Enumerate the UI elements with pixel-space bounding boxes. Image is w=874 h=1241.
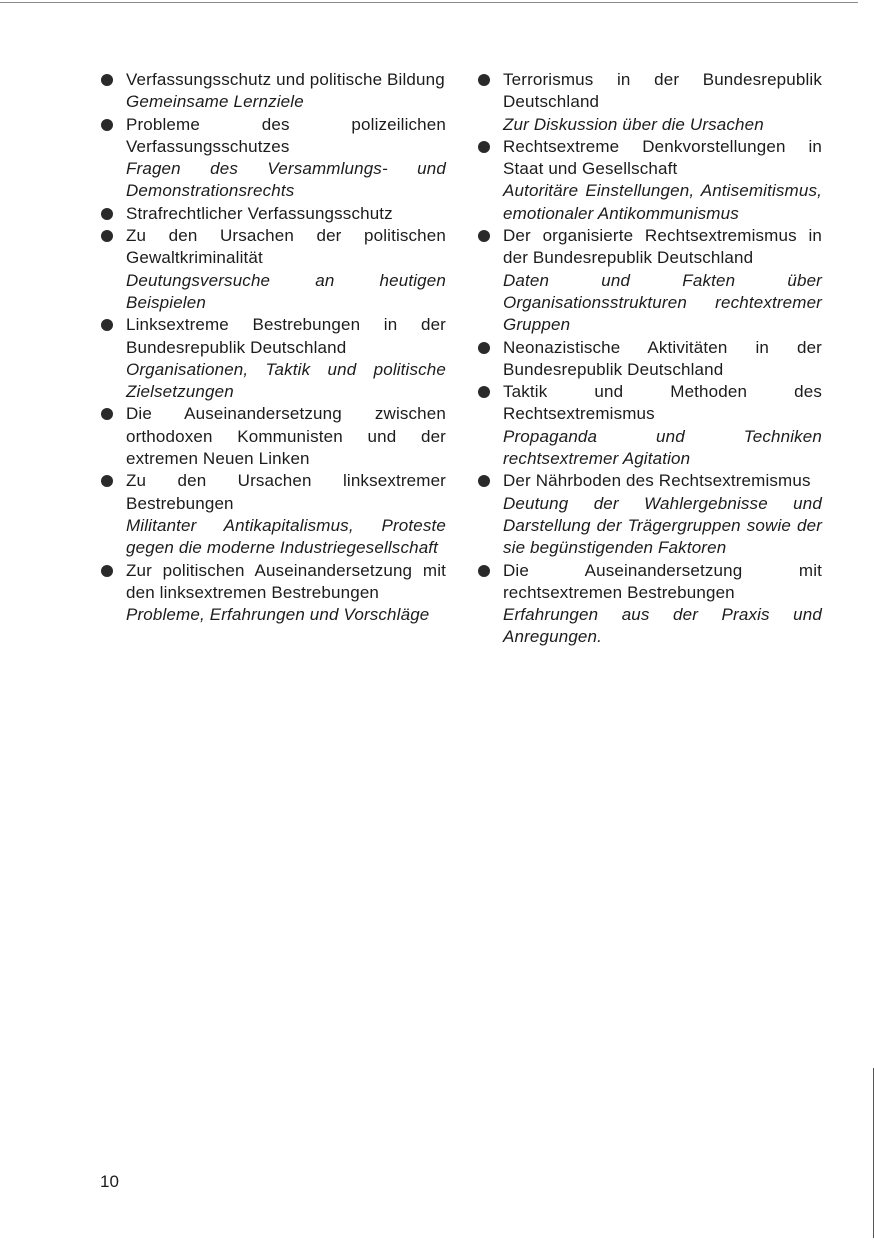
bullet-icon [101,319,113,331]
bullet-icon [478,74,490,86]
item-title: Taktik und Methoden des Rechtsextremismus [503,382,822,424]
bullet-icon [478,342,490,354]
bullet-icon [478,386,490,398]
item-title: Die Auseinandersetzung zwischen orthodoxen Kommunisten und der extremen Neuen Linken [126,404,446,469]
item-title: Terrorismus in der Bundesrepublik Deutschland [503,70,822,112]
item-title: Der organisierte Rechtsextremismus in der Bundesrepublik Deutschland [503,226,822,268]
list-item [100,403,446,470]
bullet-icon [101,408,113,420]
list-item [477,337,822,382]
top-border-line [0,2,858,3]
item-title: Probleme des polizeilichen Verfassungsschutzes [126,114,446,156]
list-item [477,136,822,225]
bullet-icon [101,230,113,242]
list-item [100,114,446,203]
item-title: Der Nährboden des Rechtsextremismus [503,471,811,491]
list-item [477,381,822,470]
bullet-icon [101,208,113,220]
item-title: Neonazistische Aktivitäten in der Bundesrepublik Deutschland [503,337,822,379]
item-title: Zur politischen Auseinandersetzung mit den linksextremen Bestrebungen [126,560,446,602]
right-column [477,69,822,649]
bullet-icon [478,141,490,153]
list-item [477,560,822,649]
item-subtitle: Gemeinsame Lernziele [126,92,304,112]
item-subtitle: Probleme, Erfahrungen und Vorschläge [126,605,430,625]
item-subtitle: Autoritäre Einstellungen, Antisemitismus, emotionaler Antikommunismus [503,181,822,223]
item-subtitle: Militanter Antikapitalismus, Proteste gegen die moderne Industriegesellschaft [126,515,446,558]
item-subtitle: Erfahrungen aus der Praxis und Anregungen. [503,605,822,647]
item-title: Zu den Ursachen der politischen Gewaltkriminalität [126,226,446,268]
item-subtitle: Organisationen, Taktik und politische Zielsetzungen [126,359,446,402]
list-item [100,69,446,114]
list-item [100,225,446,314]
list-item [100,314,446,403]
item-subtitle: Zur Diskussion über die Ursachen [503,114,764,134]
page-number: 10 [100,1172,119,1191]
item-subtitle: Propaganda und Techniken rechtsextremer Agitation [503,426,822,469]
item-title: Strafrechtlicher Verfassungsschutz [126,203,393,223]
item-title: Rechtsextreme Denkvorstellungen in Staat und Gesellschaft [503,136,822,179]
item-title: Verfassungsschutz und politische Bildung [126,70,445,89]
list-item [477,69,822,136]
list-item [477,225,822,336]
bullet-icon [101,74,113,86]
list-item [100,470,446,559]
item-title: Linksextreme Bestrebungen in der Bundesrepublik Deutschland [126,315,446,357]
bullet-icon [478,230,490,242]
item-subtitle: Deutungsversuche an heutigen Beispielen [126,270,446,312]
item-subtitle: Fragen des Versammlungs- und Demonstrationsrechts [126,159,446,201]
list-item [477,470,822,559]
bullet-icon [101,565,113,577]
item-title: Die Auseinandersetzung mit rechtsextremen Bestrebungen [503,560,822,602]
left-column [100,69,446,626]
bullet-icon [478,475,490,487]
list-item [100,560,446,627]
item-title: Zu den Ursachen linksextremer Bestrebungen [126,471,446,513]
list-item [100,203,446,225]
item-subtitle: Daten und Fakten über Organisationsstrukturen rechtextremer Gruppen [503,270,822,335]
bullet-icon [478,565,490,577]
bullet-icon [101,119,113,131]
item-subtitle: Deutung der Wahlergebnisse und Darstellung der Trägergruppen sowie der sie begünstigenden Faktoren [503,493,822,558]
bullet-icon [101,475,113,487]
